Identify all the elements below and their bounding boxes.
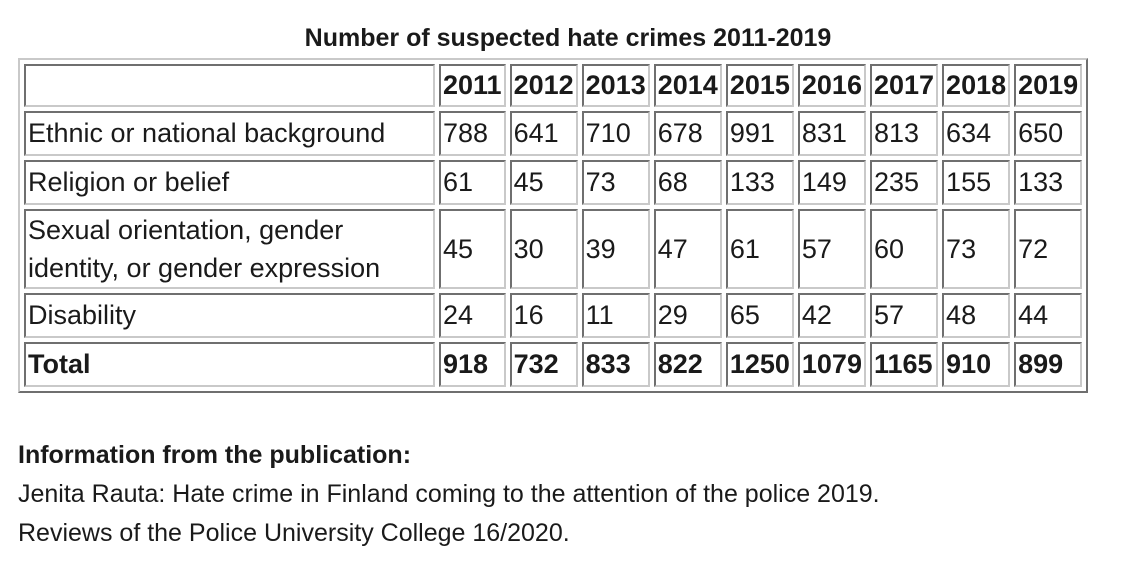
row-label-religion: Religion or belief — [24, 160, 435, 205]
total-cell: 732 — [510, 342, 578, 387]
table-cell: 813 — [870, 111, 938, 156]
table-cell: 788 — [439, 111, 506, 156]
header-year-cell: 2019 — [1014, 64, 1082, 107]
table-cell: 60 — [870, 209, 938, 289]
header-year-cell: 2016 — [798, 64, 866, 107]
table-cell: 61 — [439, 160, 506, 205]
publication-info-title: Information from the publication: — [18, 441, 412, 469]
hate-crimes-table-wrapper — [18, 58, 1088, 393]
table-cell: 24 — [439, 293, 506, 338]
table-cell: 57 — [870, 293, 938, 338]
table-cell: 42 — [798, 293, 866, 338]
table-cell: 30 — [510, 209, 578, 289]
table-cell: 45 — [510, 160, 578, 205]
total-cell: 910 — [942, 342, 1010, 387]
table-cell: 133 — [726, 160, 794, 205]
table-cell: 11 — [582, 293, 650, 338]
header-year-cell: 2017 — [870, 64, 938, 107]
table-cell: 57 — [798, 209, 866, 289]
table-cell: 831 — [798, 111, 866, 156]
table-cell: 47 — [654, 209, 722, 289]
table-cell: 155 — [942, 160, 1010, 205]
header-year-cell: 2018 — [942, 64, 1010, 107]
header-empty-cell — [24, 64, 435, 107]
table-cell: 61 — [726, 209, 794, 289]
table-row — [24, 293, 1082, 338]
table-cell: 133 — [1014, 160, 1082, 205]
row-label-sexual-orientation: Sexual orientation, gender identity, or gender expression — [24, 209, 435, 289]
table-cell: 73 — [942, 209, 1010, 289]
table-header-row — [24, 64, 1082, 107]
table-cell: 641 — [510, 111, 578, 156]
publication-citation-line-1: Jenita Rauta: Hate crime in Finland coming to the attention of the police 2019. — [18, 480, 880, 508]
table-cell: 16 — [510, 293, 578, 338]
table-cell: 48 — [942, 293, 1010, 338]
table-cell: 29 — [654, 293, 722, 338]
table-cell: 44 — [1014, 293, 1082, 338]
table-cell: 65 — [726, 293, 794, 338]
table-total-row — [24, 342, 1082, 387]
total-cell: 899 — [1014, 342, 1082, 387]
header-year-cell: 2011 — [439, 64, 506, 107]
total-cell: 918 — [439, 342, 506, 387]
table-cell: 991 — [726, 111, 794, 156]
header-year-cell: 2012 — [510, 64, 578, 107]
table-cell: 678 — [654, 111, 722, 156]
header-year-cell: 2013 — [582, 64, 650, 107]
hate-crimes-table — [18, 58, 1088, 393]
table-row — [24, 160, 1082, 205]
total-cell: 1250 — [726, 342, 794, 387]
table-row — [24, 111, 1082, 156]
table-cell: 650 — [1014, 111, 1082, 156]
publication-citation-line-2: Reviews of the Police University College 16/2020. — [18, 519, 570, 547]
header-year-cell: 2015 — [726, 64, 794, 107]
table-cell: 149 — [798, 160, 866, 205]
total-cell: 833 — [582, 342, 650, 387]
row-label-disability: Disability — [24, 293, 435, 338]
header-year-cell: 2014 — [654, 64, 722, 107]
table-cell: 73 — [582, 160, 650, 205]
table-cell: 45 — [439, 209, 506, 289]
total-cell: 1165 — [870, 342, 938, 387]
table-cell: 634 — [942, 111, 1010, 156]
publication-info — [18, 436, 880, 553]
total-cell: 1079 — [798, 342, 866, 387]
table-cell: 39 — [582, 209, 650, 289]
total-cell: 822 — [654, 342, 722, 387]
table-row — [24, 209, 1082, 289]
table-cell: 68 — [654, 160, 722, 205]
table-cell: 235 — [870, 160, 938, 205]
table-cell: 72 — [1014, 209, 1082, 289]
row-label-total: Total — [24, 342, 435, 387]
row-label-ethnic: Ethnic or national background — [24, 111, 435, 156]
table-cell: 710 — [582, 111, 650, 156]
table-caption: Number of suspected hate crimes 2011-2019 — [304, 24, 832, 52]
